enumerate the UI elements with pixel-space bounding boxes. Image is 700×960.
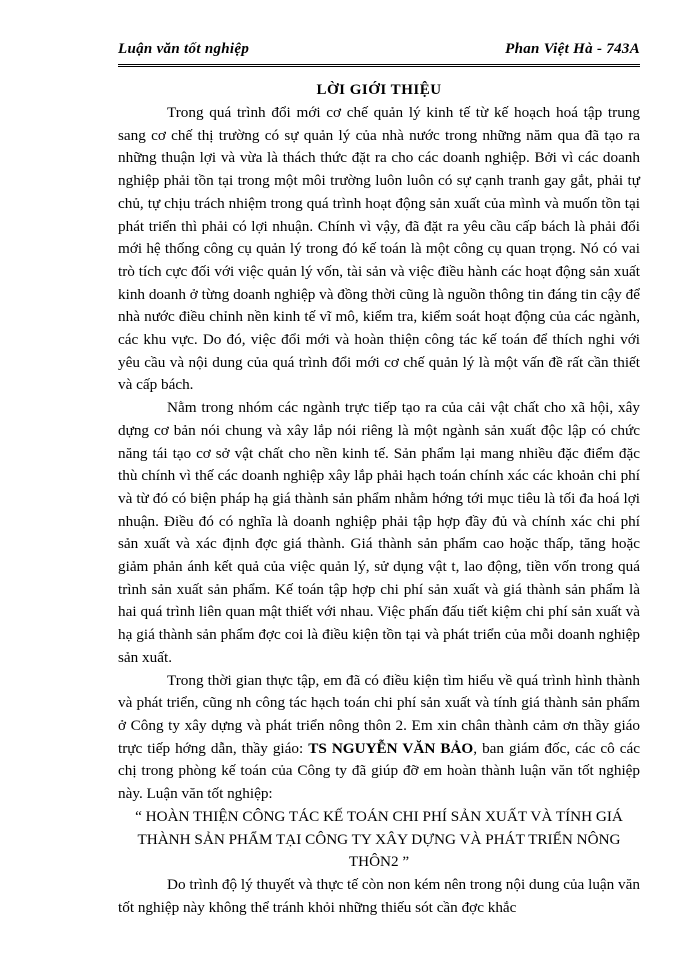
paragraph-2: Nằm trong nhóm các ngành trực tiếp tạo ra của cải vật chất cho xã hội, xây dựng cơ bản nói chung và xây lắp nói riêng là một ngành sản xuất độc lập có chức năng tái tạo cơ sở vật chất cho nền kinh tế. Sản phẩm lại mang nhiều đặc điểm đặc thù chính vì thế các doanh nghiệp xây lắp phải hạch toán chính xác các khoản chi phí và từ đó có biện pháp hạ giá thành sản phẩm nhằm hớng tới mục tiêu là tối đa hoá lợi nhuận. Điều đó có nghĩa là doanh nghiệp phải tập hợp đầy đủ và chính xác chi phí sản xuất và xác định đợc giá thành. Giá thành sản phẩm cao hoặc thấp, tăng hoặc giảm phản ánh kết quả của việc quản lý, sử dụng vật t, lao động, tiền vốn trong quá trình sản xuất sản phẩm. Kế toán tập hợp chi phí sản xuất và giá thành sản phẩm là hai quá trình liên quan mật thiết với nhau. Việc phấn đấu tiết kiệm chi phí sản xuất và hạ giá thành sản phẩm đợc coi là điều kiện tồn tại và phát triển của mỗi doanh nghiệp sản xuất.	[118, 399, 640, 666]
paragraph-3-text-a: Trong thời gian thực tập, em đã có điều kiện tìm hiểu về quá trình hình thành và phát triển, cũng nh công tác hạch toán chi phí sản xuất và tính giá thành sản phẩm ở Công ty xây dựng và phát triển nông thôn 2. Em xin chân thành cảm ơn thầy giáo trực tiếp hớng dẫn, thầy giáo:	[118, 671, 640, 757]
header-author: Phan Việt Hà - 743A	[505, 41, 640, 57]
thesis-title-quote: “ HOÀN THIỆN CÔNG TÁC KẾ TOÁN CHI PHÍ SẢN XUẤT VÀ TÍNH GIÁ THÀNH SẢN PHẨM TẠI CÔNG TY XÂY DỰNG VÀ PHÁT TRIỂN NÔNG THÔN2 ”	[135, 807, 623, 871]
paragraph-4: Do trình độ lý thuyết và thực tế còn non kém nên trong nội dung của luận văn tốt nghiệp này không thể tránh khỏi những thiếu sót cần đợc khắc	[118, 875, 640, 916]
page-header	[118, 38, 640, 67]
paragraph-3	[118, 670, 640, 806]
page-title: LỜI GIỚI THIỆU	[316, 82, 442, 98]
advisor-name: TS NGUYỄN VĂN BẢO	[308, 739, 474, 757]
document-body	[118, 102, 640, 919]
header-thesis-label: Luận văn tốt nghiệp	[118, 41, 250, 57]
paragraph-1: Trong quá trình đổi mới cơ chế quản lý kinh tế từ kế hoạch hoá tập trung sang cơ chế thị trường có sự quản lý của nhà nước trong những năm qua đã tạo ra những thuận lợi và vừa là thách thức đặt ra cho các doanh nghiệp. Bởi vì các doanh nghiệp phải tồn tại trong một môi trường luôn luôn có sự cạnh tranh gay gắt, phải tự chủ, tự chịu trách nhiệm trong quá trình hoạt động sản xuất của mình và muốn tồn tại phát triển thì phải có lợi nhuận. Chính vì vậy, đã đặt ra yêu cầu cấp bách là phải đổi mới hệ thống công cụ quản lý trong đó kế toán là một công cụ quan trọng. Nó có vai trò tích cực đối với việc quản lý vốn, tài sản và việc điều hành các hoạt động sản xuất kinh doanh ở từng doanh nghiệp và đồng thời cũng là nguồn thông tin đáng tin cậy để nhà nước điều chỉnh nền kinh tế vĩ mô, kiểm tra, kiểm soát hoạt động của các ngành, các khu vực. Do đó, việc đổi mới và hoàn thiện công tác kế toán để thích nghi với yêu cầu và nội dung của quá trình đổi mới cơ chế quản lý là một vấn đề rất cần thiết và cấp bách.	[118, 104, 640, 394]
paragraph-3-text-b: , ban giám đốc, các cô các chị trong phòng kế toán của Công ty đã giúp đỡ em hoàn thành luận văn tốt nghiệp này. Luận văn tốt nghiệp:	[118, 739, 640, 803]
